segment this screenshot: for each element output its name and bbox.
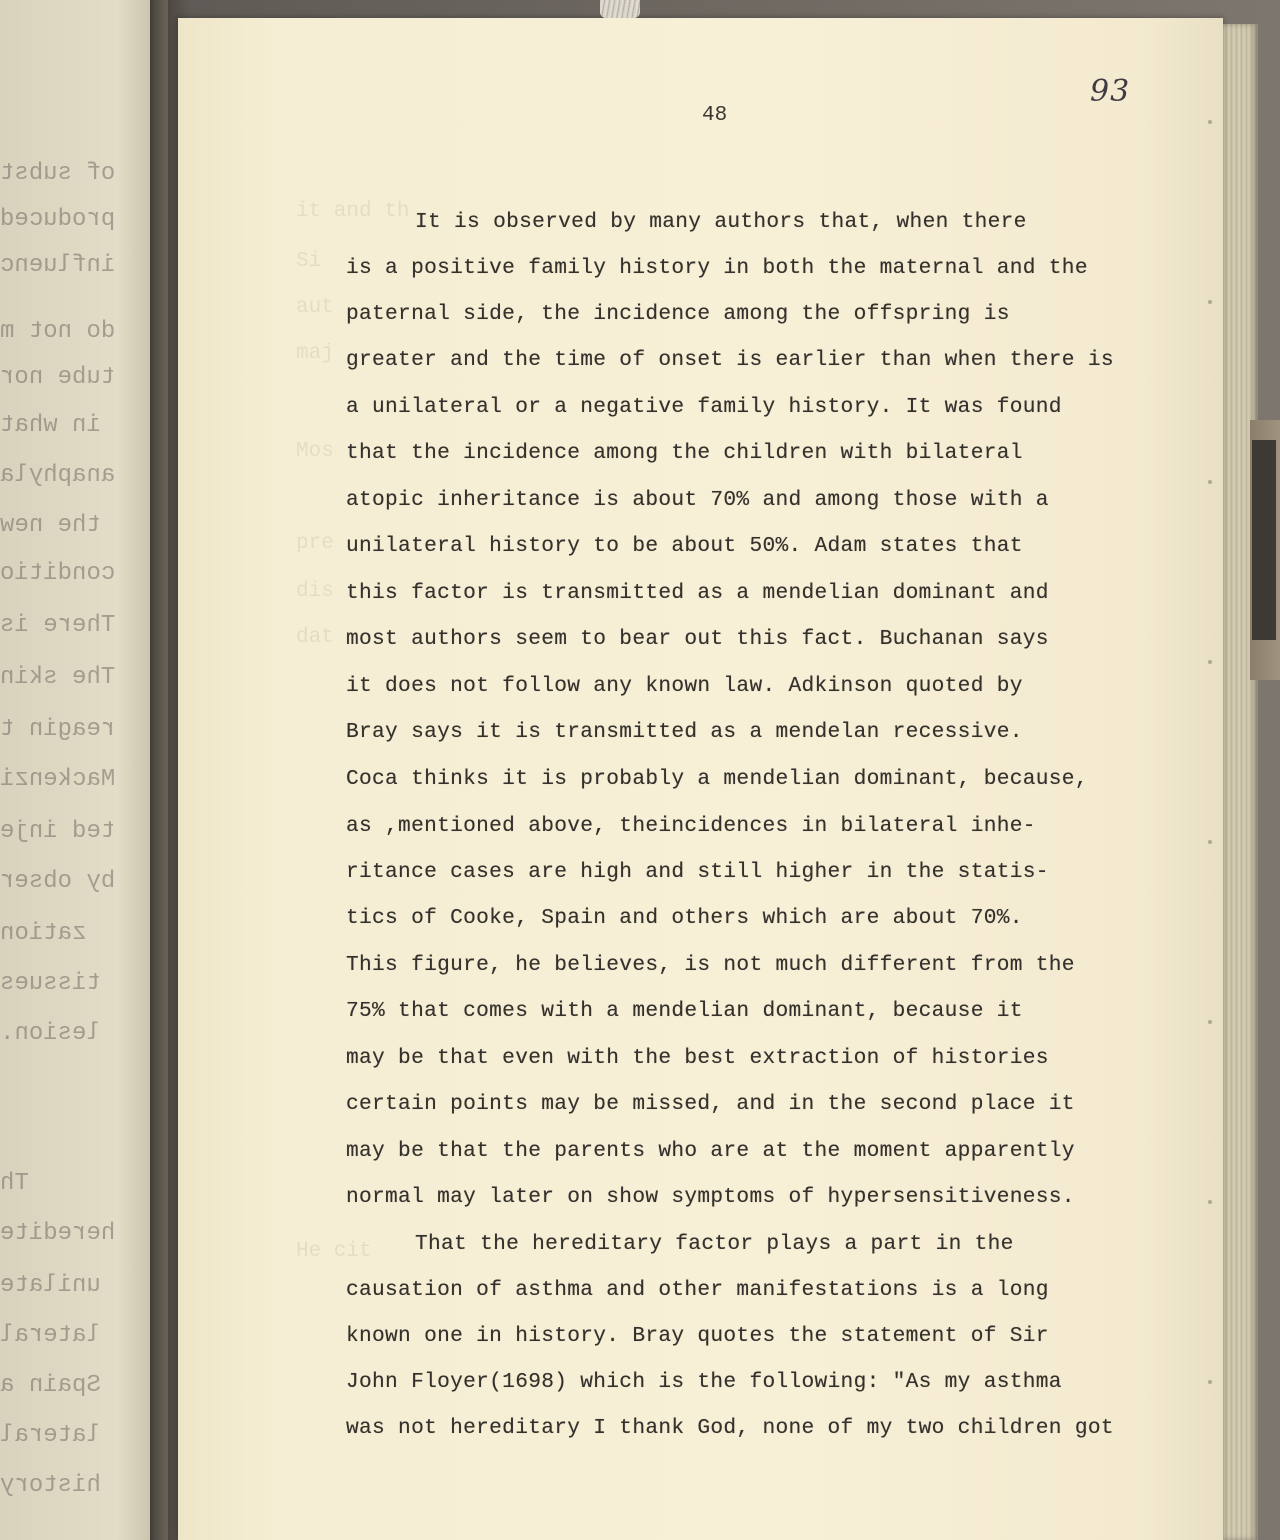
page-edges [1218, 24, 1258, 1540]
facing-line: the new [0, 512, 101, 539]
facing-line: reagin t [0, 716, 116, 743]
perforation-dot [1208, 1200, 1212, 1204]
handwritten-folio-number: 93 [1090, 74, 1131, 109]
perforation-dot [1208, 300, 1212, 304]
facing-line: zation [0, 920, 87, 947]
facing-line: lesion. [0, 1020, 101, 1047]
perforation-dot [1208, 120, 1212, 124]
perforation-dot [1208, 1020, 1212, 1024]
text-line: it does not follow any known law. Adkinson quoted by [346, 674, 1023, 698]
perforation-dot [1208, 480, 1212, 484]
text-line: is a positive family history in both the maternal and the [346, 256, 1088, 280]
text-line: ritance cases are high and still higher in the statis- [346, 860, 1049, 884]
facing-line: The skin [0, 664, 116, 691]
binding-tab-dark [1252, 440, 1276, 640]
text-line: causation of asthma and other manifestations is a long [346, 1278, 1049, 1302]
facing-page [0, 0, 168, 1540]
text-line: a unilateral or a negative family history. It was found [346, 395, 1062, 419]
perforation-dot [1208, 840, 1212, 844]
facing-line: Mackenzi [0, 766, 116, 793]
text-line: was not hereditary I thank God, none of my two children got [346, 1416, 1114, 1440]
facing-line: Spain a [0, 1372, 101, 1399]
text-line: unilateral history to be about 50%. Adam states that [346, 534, 1023, 558]
page-number: 48 [702, 104, 728, 127]
text-line: may be that even with the best extraction of histories [346, 1046, 1049, 1070]
text-line: tics of Cooke, Spain and others which are about 70%. [346, 906, 1023, 930]
bleed-through: aut [296, 296, 334, 319]
facing-line: lateral [0, 1322, 101, 1349]
facing-line: produced [0, 206, 116, 233]
facing-line: tissues [0, 970, 101, 997]
text-line: John Floyer(1698) which is the following: "As my asthma [346, 1370, 1062, 1394]
text-line: this factor is transmitted as a mendelian dominant and [346, 581, 1049, 605]
text-line: Coca thinks it is probably a mendelian dominant, because, [346, 767, 1088, 791]
facing-line: history [0, 1472, 101, 1499]
binding-thread [600, 0, 640, 18]
perforation-dot [1208, 660, 1212, 664]
facing-line: of subst [0, 160, 116, 187]
text-line: This figure, he believes, is not much different from the [346, 953, 1075, 977]
facing-line: heredite [0, 1220, 116, 1247]
bleed-through: Si [296, 250, 322, 273]
text-line: It is observed by many authors that, when there [415, 210, 1027, 234]
bleed-through: it and th [296, 200, 410, 223]
facing-line: tube nor [0, 364, 116, 391]
facing-line: by obser [0, 868, 116, 895]
text-line: 75% that comes with a mendelian dominant, because it [346, 999, 1023, 1023]
text-line: normal may later on show symptoms of hypersensitiveness. [346, 1185, 1075, 1209]
bleed-through: pre [296, 532, 334, 555]
text-line: certain points may be missed, and in the second place it [346, 1092, 1075, 1116]
bleed-through: dat [296, 626, 334, 649]
facing-line: influenc [0, 252, 116, 279]
text-line: may be that the parents who are at the moment apparently [346, 1139, 1075, 1163]
text-line: atopic inheritance is about 70% and among those with a [346, 488, 1049, 512]
bleed-through: He cit [296, 1240, 372, 1263]
facing-line: There is [0, 612, 116, 639]
text-line: most authors seem to bear out this fact. Buchanan says [346, 627, 1049, 651]
facing-line: unilate [0, 1272, 101, 1299]
text-line: as ,mentioned above, theincidences in bilateral inhe- [346, 814, 1036, 838]
facing-line: Th [0, 1170, 29, 1197]
text-line: That the hereditary factor plays a part in the [415, 1232, 1014, 1256]
bleed-through: Mos [296, 440, 334, 463]
text-line: paternal side, the incidence among the offspring is [346, 302, 1010, 326]
facing-line: in what [0, 412, 101, 439]
facing-line: ted inje [0, 818, 116, 845]
text-line: Bray says it is transmitted as a mendelan recessive. [346, 720, 1023, 744]
bleed-through: maj [296, 342, 334, 365]
text-line: greater and the time of onset is earlier than when there is [346, 348, 1114, 372]
text-line: that the incidence among the children with bilateral [346, 441, 1023, 465]
text-line: known one in history. Bray quotes the statement of Sir [346, 1324, 1049, 1348]
facing-line: anaphyla [0, 462, 116, 489]
bleed-through: dis [296, 580, 334, 603]
facing-line: lateral [0, 1422, 101, 1449]
facing-line: do not m [0, 318, 116, 345]
perforation-dot [1208, 1380, 1212, 1384]
facing-line: conditio [0, 560, 116, 587]
